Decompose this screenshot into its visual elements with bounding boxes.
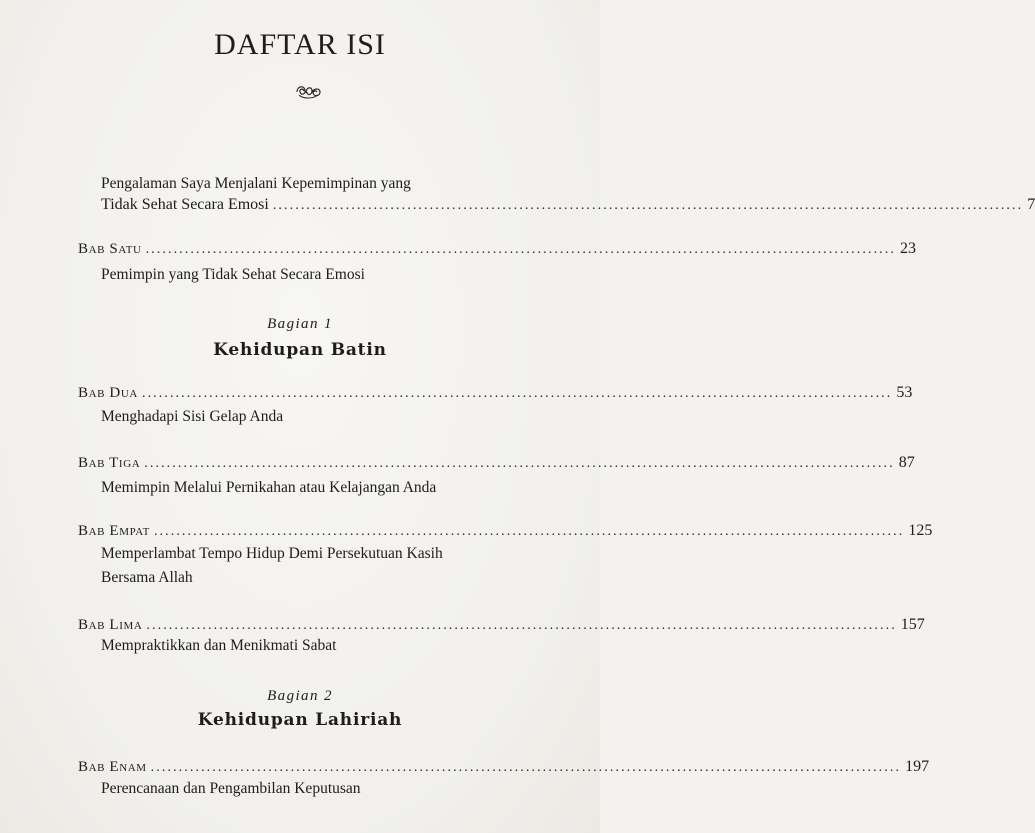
chapter-subtitle: Pemimpin yang Tidak Sehat Secara Emosi	[101, 266, 365, 283]
page-number: 157	[900, 616, 925, 633]
dot-leader: ......................................................................................................................................	[150, 760, 902, 775]
page-number: 87	[898, 454, 915, 471]
page-number: 23	[899, 240, 916, 257]
chapter-label: Bab Tiga	[78, 455, 141, 471]
toc-entry-bab-enam[interactable]	[78, 758, 930, 780]
toc-entry-bab-tiga[interactable]	[78, 454, 915, 476]
page-number: 197	[905, 758, 930, 775]
chapter-label: Bab Empat	[78, 523, 150, 539]
chapter-label: Bab Enam	[78, 759, 147, 775]
part-title: Kehidupan Batin	[213, 340, 387, 360]
chapter-subtitle: Menghadapi Sisi Gelap Anda	[101, 408, 284, 425]
chapter-subtitle: Perencanaan dan Pengambilan Keputusan	[101, 780, 361, 797]
dot-leader: ......................................................................................................................................	[145, 242, 896, 257]
dot-leader: ......................................................................................................................................	[153, 524, 905, 539]
chapter-subtitle: Mempraktikkan dan Menikmati Sabat	[101, 637, 337, 654]
chapter-label: Bab Lima	[78, 617, 143, 633]
page-number: 7	[1027, 196, 1035, 213]
part-title: Kehidupan Lahiriah	[197, 710, 403, 730]
toc-entry-bab-empat[interactable]	[78, 522, 933, 544]
page-title: DAFTAR ISI	[214, 28, 386, 61]
dot-leader: ......................................................................................................................................	[144, 456, 895, 471]
toc-entry-bab-lima[interactable]	[78, 616, 925, 638]
intro-line-2: Tidak Sehat Secara Emosi	[101, 196, 269, 213]
toc-entry-bab-satu[interactable]	[78, 240, 916, 262]
part-label: Bagian 2	[267, 688, 333, 704]
dot-leader: ......................................................................................................................................	[141, 386, 893, 401]
page-number: 53	[896, 384, 913, 401]
part-label: Bagian 1	[267, 316, 333, 332]
chapter-subtitle: Memimpin Melalui Pernikahan atau Kelajangan Anda	[101, 479, 437, 496]
chapter-label: Bab Satu	[78, 241, 142, 257]
intro-line-1: Pengalaman Saya Menjalani Kepemimpinan yang	[101, 175, 411, 192]
chapter-subtitle: Memperlambat Tempo Hidup Demi Persekutuan Kasih	[101, 545, 443, 562]
toc-entry-bab-dua[interactable]	[78, 384, 913, 406]
dot-leader: ......................................................................................................................................	[146, 618, 897, 633]
flourish-ornament-icon	[293, 80, 323, 102]
toc-entry-intro[interactable]	[101, 196, 1035, 218]
chapter-label: Bab Dua	[78, 385, 138, 401]
dot-leader: ......................................................................................................................................	[272, 198, 1024, 213]
page-number: 125	[908, 522, 933, 539]
chapter-subtitle-line-2: Bersama Allah	[101, 569, 193, 586]
